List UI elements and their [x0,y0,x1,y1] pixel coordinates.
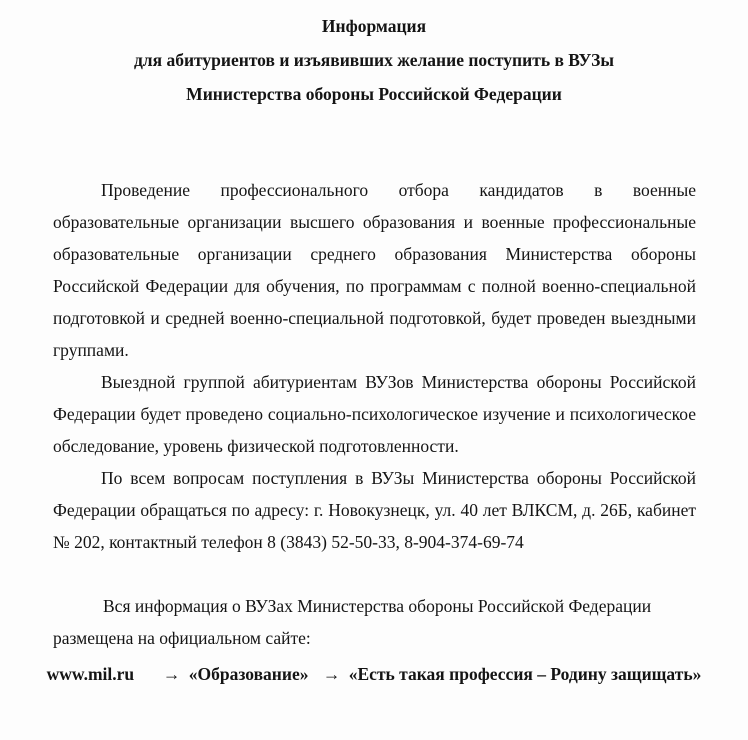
website-info-text: Вся информация о ВУЗах Министерства обороны Российской Федерации размещена на официальном сайте: [53,596,652,648]
paragraph-selection-process: Проведение профессионального отбора кандидатов в военные образовательные организации высшего образования и военные профессиональные образовательные организации среднего образования Министерства обороны Российской Федерации для обучения, по программам с полной военно-специальной подготовкой и средней военно-специальной подготовкой, будет проведен выездными группами. [53,180,696,360]
paragraph-field-group: Выездной группой абитуриентам ВУЗов Министерства обороны Российской Федерации будет проведено социально-психологическое изучение и психологическое обследование, уровень физической подготовленности. [53,372,696,456]
nav-step-profession: «Есть такая профессия – Родину защищать» [348,664,702,684]
paragraph-contact-info: По всем вопросам поступления в ВУЗы Министерства обороны Российской Федерации обращаться по адресу: г. Новокузнецк, ул. 40 лет ВЛКСМ, д. 26Б, кабинет № 202, контактный телефон 8 (3843) 52-50-33, 8-904-374-69-74 [53,468,696,552]
arrow-icon: → [162,664,181,684]
document-subtitle-line-2: Министерства обороны Российской Федерации [186,84,562,104]
arrow-icon: → [322,664,341,684]
navigation-path [0,659,748,690]
website-link[interactable]: www.mil.ru [46,664,135,684]
document-subtitle-line-1: для абитуриентов и изъявивших желание поступить в ВУЗы [133,50,615,70]
document-title: Информация [321,16,427,36]
nav-step-education: «Образование» [188,664,309,684]
paragraph-website-info [53,590,696,654]
